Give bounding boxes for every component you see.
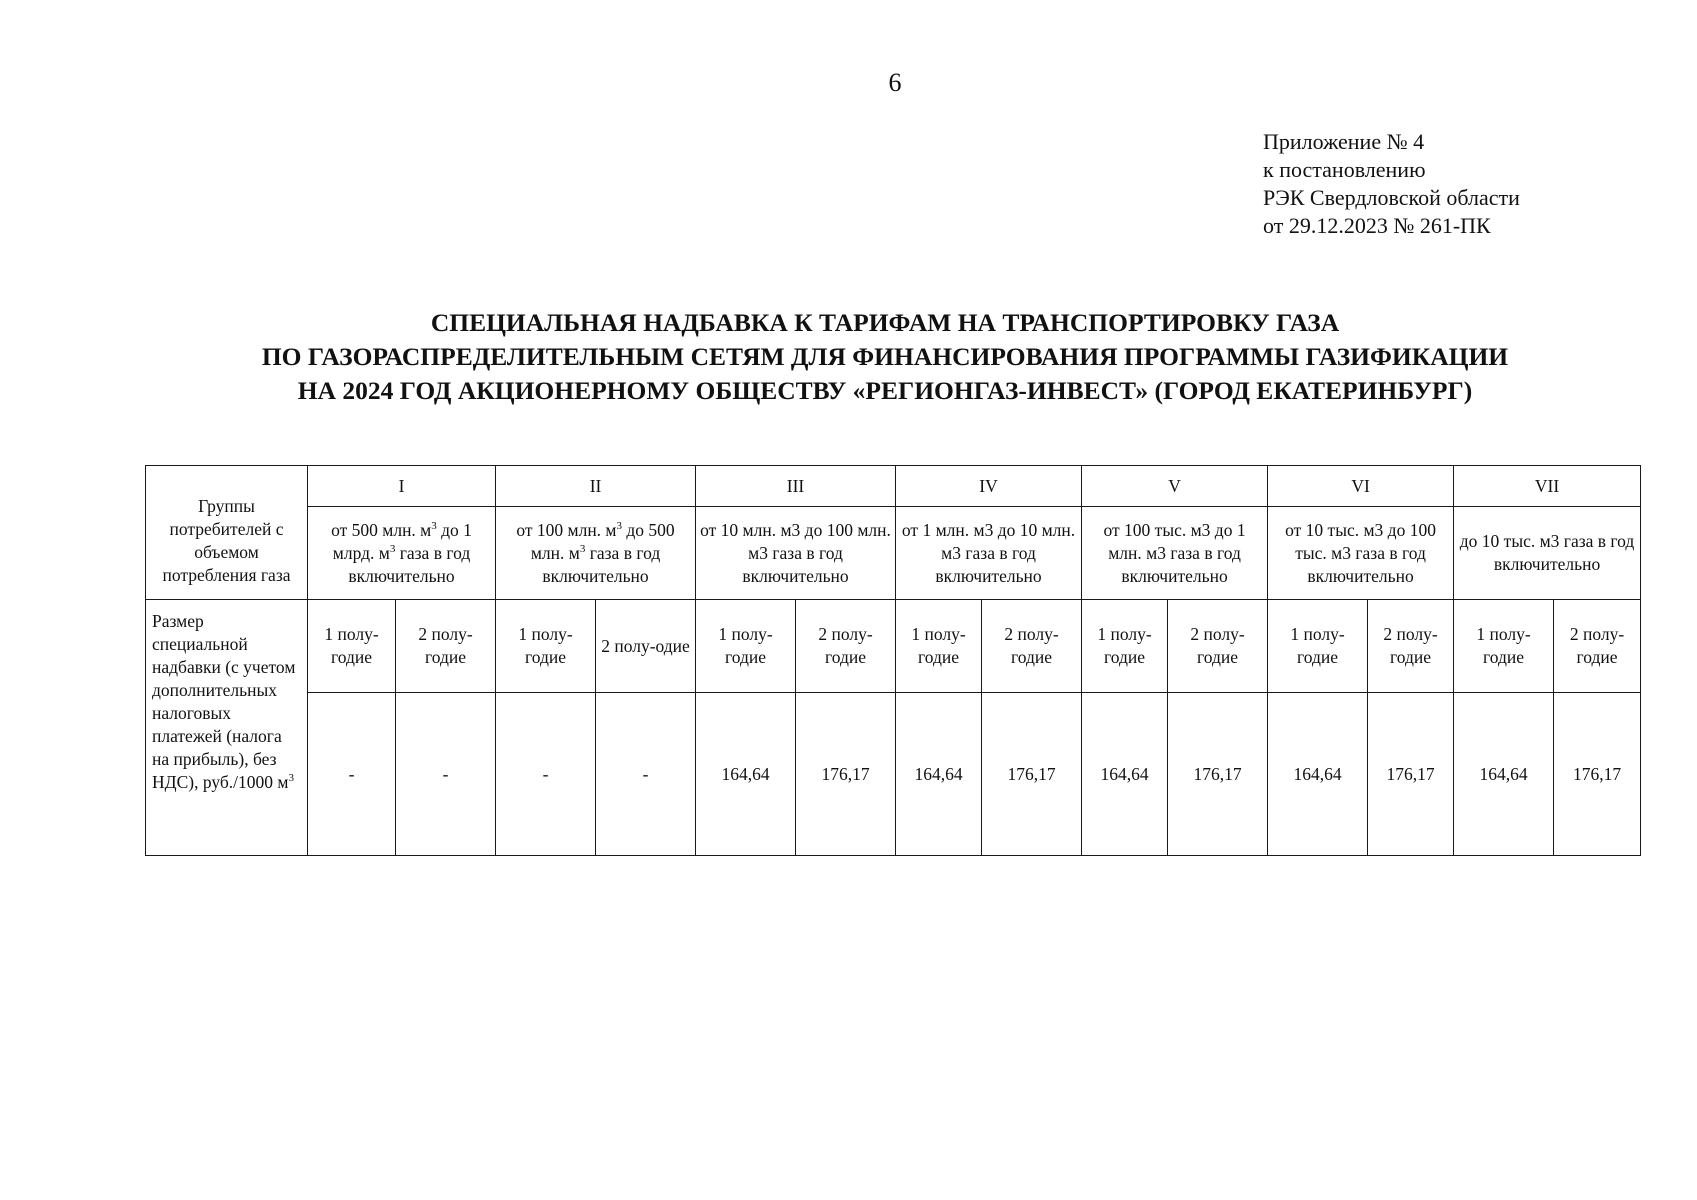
- range-text: до 1 млрд. м: [332, 519, 472, 563]
- half-year-header: 2 полу-годие: [1554, 600, 1641, 693]
- range-text: от 10 млн. м3 до 100 млн. м3 газа в год включительно: [700, 519, 891, 586]
- title-line: НА 2024 ГОД АКЦИОНЕРНОМУ ОБЩЕСТВУ «РЕГИОНГАЗ-ИНВЕСТ» (ГОРОД ЕКАТЕРИНБУРГ): [297, 376, 1473, 405]
- document-title: [170, 306, 1600, 408]
- half-year-header: 2 полу-годие: [1368, 600, 1454, 693]
- group-roman-numeral: II: [496, 466, 696, 507]
- group-volume-range: [496, 507, 696, 600]
- surcharge-value: -: [596, 693, 696, 856]
- range-text: до 10 тыс. м3 газа в год включительно: [1459, 531, 1635, 574]
- surcharge-value: 164,64: [1082, 693, 1168, 856]
- cubic-superscript: 3: [579, 542, 586, 555]
- group-volume-range: [696, 507, 896, 600]
- tariff-table: [145, 465, 1641, 856]
- title-line: ПО ГАЗОРАСПРЕДЕЛИТЕЛЬНЫМ СЕТЯМ ДЛЯ ФИНАНСИРОВАНИЯ ПРОГРАММЫ ГАЗИФИКАЦИИ: [261, 342, 1509, 371]
- range-text: газа в год включительно: [542, 542, 661, 586]
- half-year-header: 2 полу-годие: [796, 600, 896, 693]
- group-roman-numeral: IV: [896, 466, 1082, 507]
- group-roman-numeral: VII: [1454, 466, 1641, 507]
- half-year-header: 1 полу-годие: [896, 600, 982, 693]
- half-year-header: 2 полу-годие: [396, 600, 496, 693]
- range-text: от 500 млн. м: [331, 519, 432, 540]
- half-year-header: 1 полу-годие: [1454, 600, 1554, 693]
- half-year-header: 1 полу-годие: [496, 600, 596, 693]
- page-number: 6: [888, 68, 902, 97]
- group-roman-numeral: I: [308, 466, 496, 507]
- surcharge-value: 176,17: [1168, 693, 1268, 856]
- half-year-header: 2 полу-годие: [1168, 600, 1268, 693]
- appendix-reference: [1263, 128, 1520, 240]
- cubic-superscript: 3: [431, 519, 437, 532]
- group-roman-numeral: III: [696, 466, 896, 507]
- surcharge-value: 164,64: [1454, 693, 1554, 856]
- surcharge-value: -: [396, 693, 496, 856]
- range-text: от 1 млн. м3 до 10 млн. м3 газа в год включительно: [901, 519, 1076, 586]
- consumer-groups-header: Группы потребителей с объемом потребления газа: [146, 466, 308, 600]
- half-year-header: 1 полу-годие: [696, 600, 796, 693]
- range-text: от 10 тыс. м3 до 100 тыс. м3 газа в год включительно: [1285, 519, 1436, 586]
- surcharge-value: 164,64: [696, 693, 796, 856]
- surcharge-value: 176,17: [1554, 693, 1641, 856]
- surcharge-value: -: [496, 693, 596, 856]
- surcharge-value: 176,17: [1368, 693, 1454, 856]
- group-volume-range: [1454, 507, 1641, 600]
- surcharge-row-header: [146, 600, 308, 856]
- group-roman-numeral: V: [1082, 466, 1268, 507]
- group-volume-range: [308, 507, 496, 600]
- group-volume-range: [1268, 507, 1454, 600]
- surcharge-value: 164,64: [896, 693, 982, 856]
- surcharge-row-header-text: Размер специальной надбавки (с учетом дополнительных налоговых платежей (налога на прибыль), без НДС), руб./1000 м: [152, 611, 296, 792]
- half-year-header: 1 полу-годие: [308, 600, 396, 693]
- surcharge-value: 176,17: [982, 693, 1082, 856]
- group-volume-range: [896, 507, 1082, 600]
- range-text: от 100 тыс. м3 до 1 млн. м3 газа в год включительно: [1103, 519, 1246, 586]
- range-text: до 500 млн. м: [530, 519, 675, 563]
- half-year-header: 2 полу-одие: [596, 600, 696, 693]
- unit-superscript: 3: [288, 772, 294, 785]
- appendix-line: от 29.12.2023 № 261-ПК: [1263, 213, 1491, 238]
- group-volume-range: [1082, 507, 1268, 600]
- title-line: СПЕЦИАЛЬНАЯ НАДБАВКА К ТАРИФАМ НА ТРАНСПОРТИРОВКУ ГАЗА: [430, 308, 1340, 337]
- appendix-line: к постановлению: [1263, 157, 1426, 182]
- surcharge-value: 164,64: [1268, 693, 1368, 856]
- half-year-header: 1 полу-годие: [1082, 600, 1168, 693]
- cubic-superscript: 3: [389, 542, 396, 555]
- group-roman-numeral: VI: [1268, 466, 1454, 507]
- appendix-line: Приложение № 4: [1263, 129, 1425, 154]
- surcharge-value: -: [308, 693, 396, 856]
- surcharge-value: 176,17: [796, 693, 896, 856]
- range-text: от 100 млн. м: [516, 519, 617, 540]
- half-year-header: 1 полу-годие: [1268, 600, 1368, 693]
- range-text: газа в год включительно: [348, 542, 471, 586]
- appendix-line: РЭК Свердловской области: [1263, 185, 1520, 210]
- cubic-superscript: 3: [616, 519, 623, 532]
- half-year-header: 2 полу-годие: [982, 600, 1082, 693]
